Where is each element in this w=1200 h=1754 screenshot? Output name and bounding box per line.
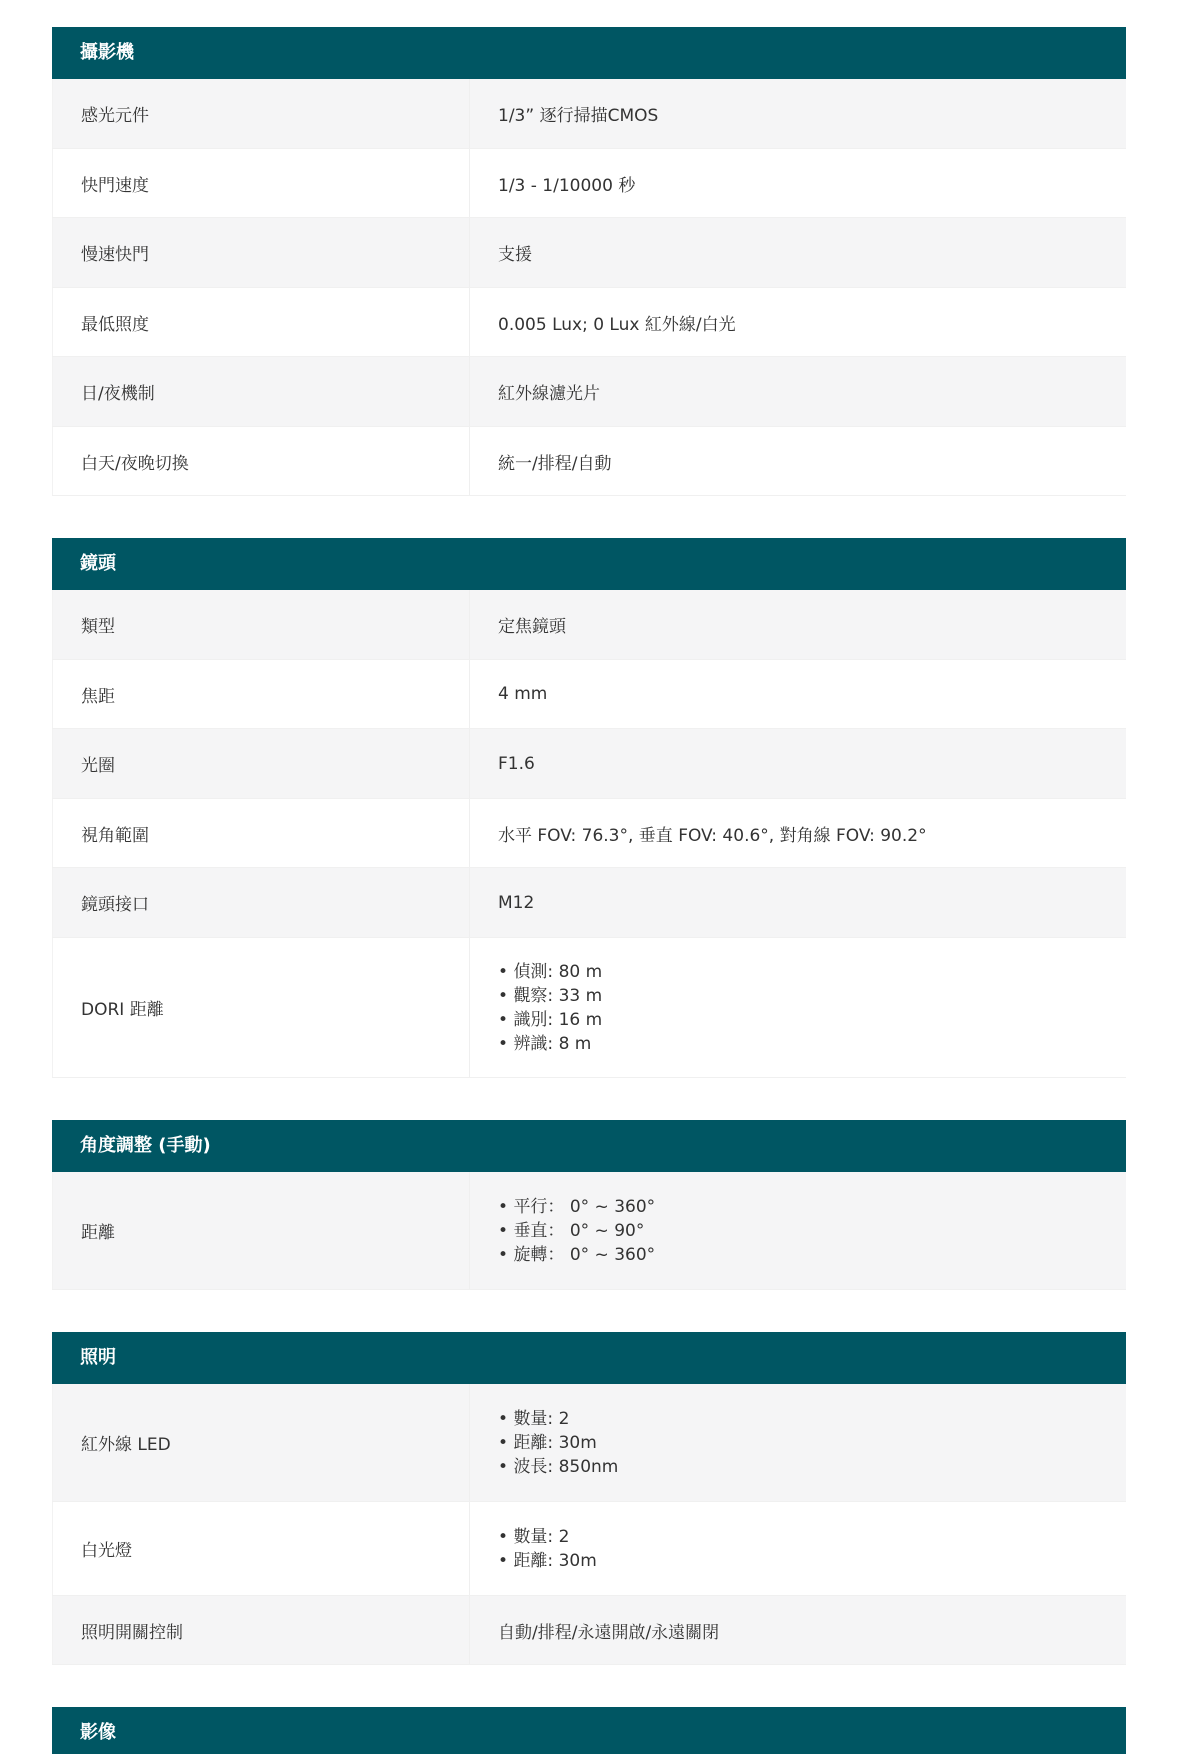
spec-value (470, 1407, 1126, 1479)
list-item: • 距離: 30m (498, 1549, 1126, 1573)
spec-value: 自動/排程/永遠開啟/永遠關閉 (498, 1622, 720, 1643)
spec-section-lighting (52, 1332, 1126, 1665)
spec-value-list (498, 1525, 1126, 1573)
spec-value: 支援 (498, 245, 532, 265)
section-header: 照明 (52, 1332, 1126, 1384)
spec-label: 距離 (52, 1172, 470, 1289)
spec-row (52, 1384, 1126, 1502)
spec-row (52, 660, 1126, 729)
spec-row (52, 590, 1126, 660)
spec-value (470, 1195, 1126, 1267)
spec-label: 快門速度 (52, 149, 470, 217)
spec-label: 紅外線 LED (52, 1384, 470, 1501)
spec-label: 光圈 (52, 729, 470, 798)
list-item: • 識別: 16 m (498, 1008, 1126, 1032)
spec-row (52, 427, 1126, 496)
spec-value: 0.005 Lux; 0 Lux 紅外線/白光 (498, 314, 736, 335)
spec-label: 白光燈 (52, 1502, 470, 1595)
spec-label: 類型 (52, 590, 470, 659)
spec-label: 鏡頭接口 (52, 868, 470, 937)
spec-row (52, 1502, 1126, 1596)
list-item: • 平行： 0° ~ 360° (498, 1195, 1126, 1219)
list-item: • 偵測: 80 m (498, 960, 1126, 984)
spec-label: 視角範圍 (52, 799, 470, 867)
spec-section-lens (52, 538, 1126, 1078)
spec-row (52, 1172, 1126, 1290)
spec-section-angle (52, 1120, 1126, 1290)
list-item: • 觀察: 33 m (498, 984, 1126, 1008)
spec-label: 焦距 (52, 660, 470, 728)
spec-value-list (498, 1195, 1126, 1267)
spec-row (52, 79, 1126, 149)
spec-label: 感光元件 (52, 79, 470, 148)
spec-row (52, 288, 1126, 357)
list-item: • 垂直： 0° ~ 90° (498, 1219, 1126, 1243)
spec-label: DORI 距離 (52, 938, 470, 1077)
spec-row (52, 938, 1126, 1078)
spec-value: F1.6 (498, 753, 535, 774)
spec-value: 定焦鏡頭 (498, 617, 566, 637)
spec-value: 統一/排程/自動 (498, 453, 612, 474)
spec-row (52, 729, 1126, 799)
spec-section-image (52, 1707, 1126, 1754)
list-item: • 距離: 30m (498, 1431, 1126, 1455)
spec-section-camera (52, 27, 1126, 496)
spec-value (470, 960, 1126, 1056)
list-item: • 數量: 2 (498, 1525, 1126, 1549)
spec-value-list (498, 1407, 1126, 1479)
spec-row (52, 868, 1126, 938)
spec-label: 最低照度 (52, 288, 470, 356)
spec-value: 1/3 - 1/10000 秒 (498, 175, 636, 196)
spec-row (52, 149, 1126, 218)
list-item: • 數量: 2 (498, 1407, 1126, 1431)
section-header: 角度調整 (手動) (52, 1120, 1126, 1172)
spec-value: 1/3” 逐行掃描CMOS (498, 106, 659, 126)
section-header: 攝影機 (52, 27, 1126, 79)
list-item: • 旋轉： 0° ~ 360° (498, 1243, 1126, 1267)
spec-value-list (498, 960, 1126, 1056)
spec-value (470, 1525, 1126, 1573)
spec-value: 水平 FOV: 76.3°, 垂直 FOV: 40.6°, 對角線 FOV: 90.2° (498, 825, 927, 846)
spec-value: M12 (498, 892, 535, 913)
spec-label: 慢速快門 (52, 218, 470, 287)
section-header: 鏡頭 (52, 538, 1126, 590)
list-item: • 辨識: 8 m (498, 1032, 1126, 1056)
spec-row (52, 1596, 1126, 1665)
section-header: 影像 (52, 1707, 1126, 1754)
spec-label: 白天/夜晚切換 (52, 427, 470, 495)
spec-value: 紅外線濾光片 (498, 384, 600, 404)
spec-label: 日/夜機制 (52, 357, 470, 426)
spec-value: 4 mm (498, 684, 548, 704)
spec-label: 照明開關控制 (52, 1596, 470, 1664)
spec-row (52, 357, 1126, 427)
list-item: • 波長: 850nm (498, 1455, 1126, 1479)
spec-row (52, 218, 1126, 288)
spec-row (52, 799, 1126, 868)
